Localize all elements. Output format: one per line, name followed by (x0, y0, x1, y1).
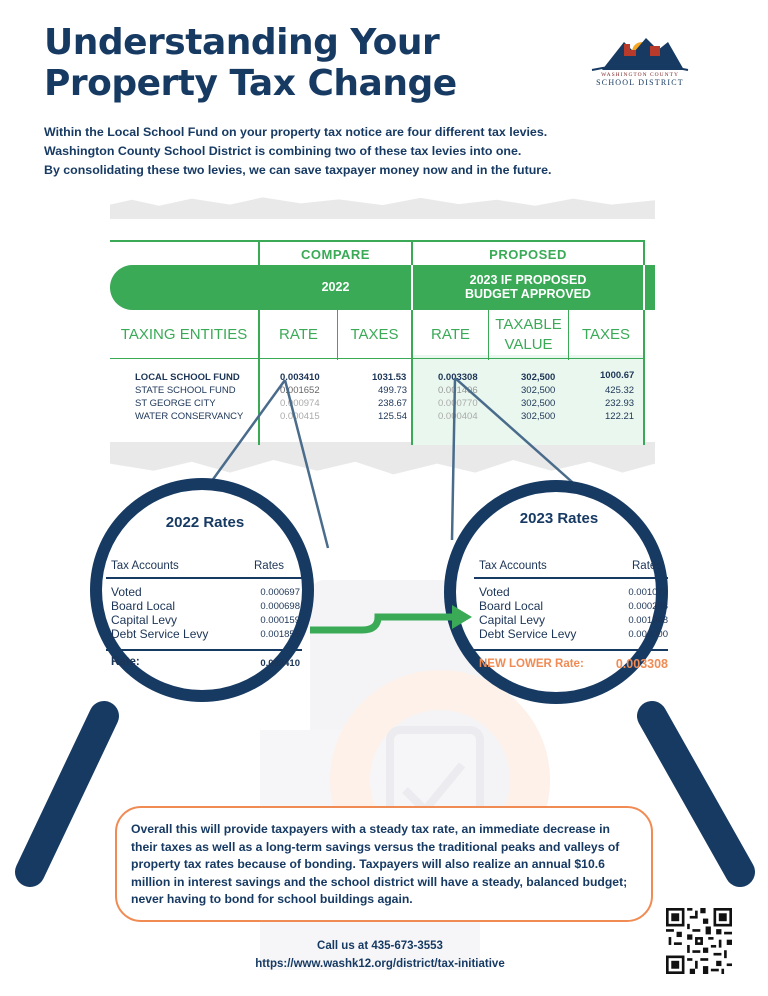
lens-2023-item: Board Local (479, 599, 544, 613)
row-taxes-2022: 499.73 (378, 385, 408, 396)
row-rate-2023: 0.001406 (438, 385, 478, 396)
row-taxable: 302,500 (521, 372, 556, 383)
lens-2023-value: 0.001072 (628, 587, 668, 598)
lens-2023-item: Debt Service Levy (479, 627, 577, 641)
row-entity: WATER CONSERVANCY (135, 411, 244, 422)
row-rate-2023: 0.000404 (438, 411, 478, 422)
lens-2022-value: 0.000697 (260, 587, 300, 598)
compare-header: COMPARE (301, 247, 370, 262)
row-taxes-2022: 1031.53 (372, 372, 407, 383)
lens-2023-title: 2023 Rates (519, 510, 599, 527)
lens-2023-rule (474, 577, 668, 579)
lens-2022-item: Voted (111, 585, 142, 599)
logo-text-county: WASHINGTON COUNTY (601, 72, 679, 78)
lens-2023-rule (474, 649, 668, 651)
intro-line: Within the Local School Fund on your property tax notice are four different tax levies. (44, 125, 548, 139)
lens-2022-item: Debt Service Levy (111, 627, 209, 641)
proposed-header: PROPOSED (489, 247, 567, 262)
lens-2022-rule (106, 649, 302, 651)
row-rate-2022: 0.003410 (280, 372, 320, 383)
year-2023-line-1: 2023 IF PROPOSED (469, 273, 587, 287)
title-line-1: Understanding Your (44, 22, 440, 63)
intro-line: Washington County School District is combining two of these tax levies into one. (44, 144, 522, 158)
magnifier-handle-right (652, 716, 740, 872)
lens-2022-total-value: 0.003410 (260, 658, 300, 669)
row-rate-2022: 0.001652 (280, 385, 320, 396)
lens-2023-value: 0.001948 (628, 615, 668, 626)
row-entity: ST GEORGE CITY (135, 398, 216, 409)
row-taxable: 302,500 (521, 398, 556, 409)
logo-text-district: SCHOOL DISTRICT (596, 78, 684, 87)
col-rate-2022: RATE (279, 326, 318, 343)
row-taxable: 302,500 (521, 385, 556, 396)
year-2022-label: 2022 (321, 280, 350, 294)
lens-2022-total-label: Rate: (111, 656, 140, 668)
row-taxes-2023: 122.21 (605, 411, 635, 422)
row-taxes-2023: 425.32 (605, 385, 635, 396)
lens-2023-item: Voted (479, 585, 510, 599)
arrow-icon (310, 617, 456, 630)
col-taxing-entities: TAXING ENTITIES (120, 326, 248, 343)
magnifier-handle-left (30, 716, 104, 872)
lens-2022-col-accounts: Tax Accounts (111, 560, 179, 572)
lens-2022-item: Board Local (111, 599, 176, 613)
row-entity: STATE SCHOOL FUND (135, 385, 236, 396)
lens-2023-item: Capital Levy (479, 613, 546, 627)
row-taxes-2022: 125.54 (378, 411, 408, 422)
lens-2022-value: 0.001856 (260, 629, 300, 640)
qr-code-icon[interactable] (666, 908, 732, 974)
year-2023-line-2: BUDGET APPROVED (465, 287, 591, 301)
lens-2023-col-rates: Rates (632, 560, 663, 572)
intro-line: By consolidating these two levies, we can save taxpayer money now and in the future. (44, 163, 552, 177)
row-rate-2022: 0.000974 (280, 398, 320, 409)
lens-2023-value: 0.000000 (628, 629, 668, 640)
col-taxes-2023: TAXES (581, 326, 631, 343)
lens-2022-item: Capital Levy (111, 613, 178, 627)
row-taxes-2022: 238.67 (378, 398, 408, 409)
lens-2022-rule (106, 577, 302, 579)
contact-url[interactable]: https://www.washk12.org/district/tax-initiative (255, 958, 505, 970)
lens-2023-total-value: 0.003308 (615, 657, 668, 671)
row-taxes-2023: 232.93 (605, 398, 635, 409)
row-taxes-2023: 1000.67 (600, 370, 635, 381)
lens-2023-value: 0.000288 (628, 601, 668, 612)
col-taxable-line-1: TAXABLE (495, 316, 562, 333)
row-rate-2023: 0.000770 (438, 398, 478, 409)
lens-2022-title: 2022 Rates (165, 514, 245, 531)
col-rate-2023: RATE (431, 326, 470, 343)
row-entity: LOCAL SCHOOL FUND (135, 372, 240, 383)
lens-2023-total-label: NEW LOWER Rate: (479, 658, 584, 670)
title-line-2: Property Tax Change (44, 63, 457, 104)
col-taxable-line-2: VALUE (504, 336, 553, 353)
contact-phone: Call us at 435-673-3553 (317, 940, 443, 952)
row-rate-2022: 0.000415 (280, 411, 320, 422)
lens-2022-value: 0.000159 (260, 615, 300, 626)
lens-2023-col-accounts: Tax Accounts (479, 560, 547, 572)
row-rate-2023: 0.003308 (438, 372, 478, 383)
lens-2022-col-rates: Rates (254, 560, 285, 572)
row-taxable: 302,500 (521, 411, 556, 422)
lens-2022-value: 0.000698 (260, 601, 300, 612)
col-taxes-2022: TAXES (350, 326, 399, 343)
summary-box: Overall this will provide taxpayers with a steady tax rate, an immediate decrease in their taxes as well as a long-term savings versus the traditional peaks and valleys of property tax rates because of bonding. Taxpayers will also realize an annual $10.6 million in interest savings and the school district will have a steady, balanced budget; never having to bond for school buildings again. (115, 806, 653, 922)
